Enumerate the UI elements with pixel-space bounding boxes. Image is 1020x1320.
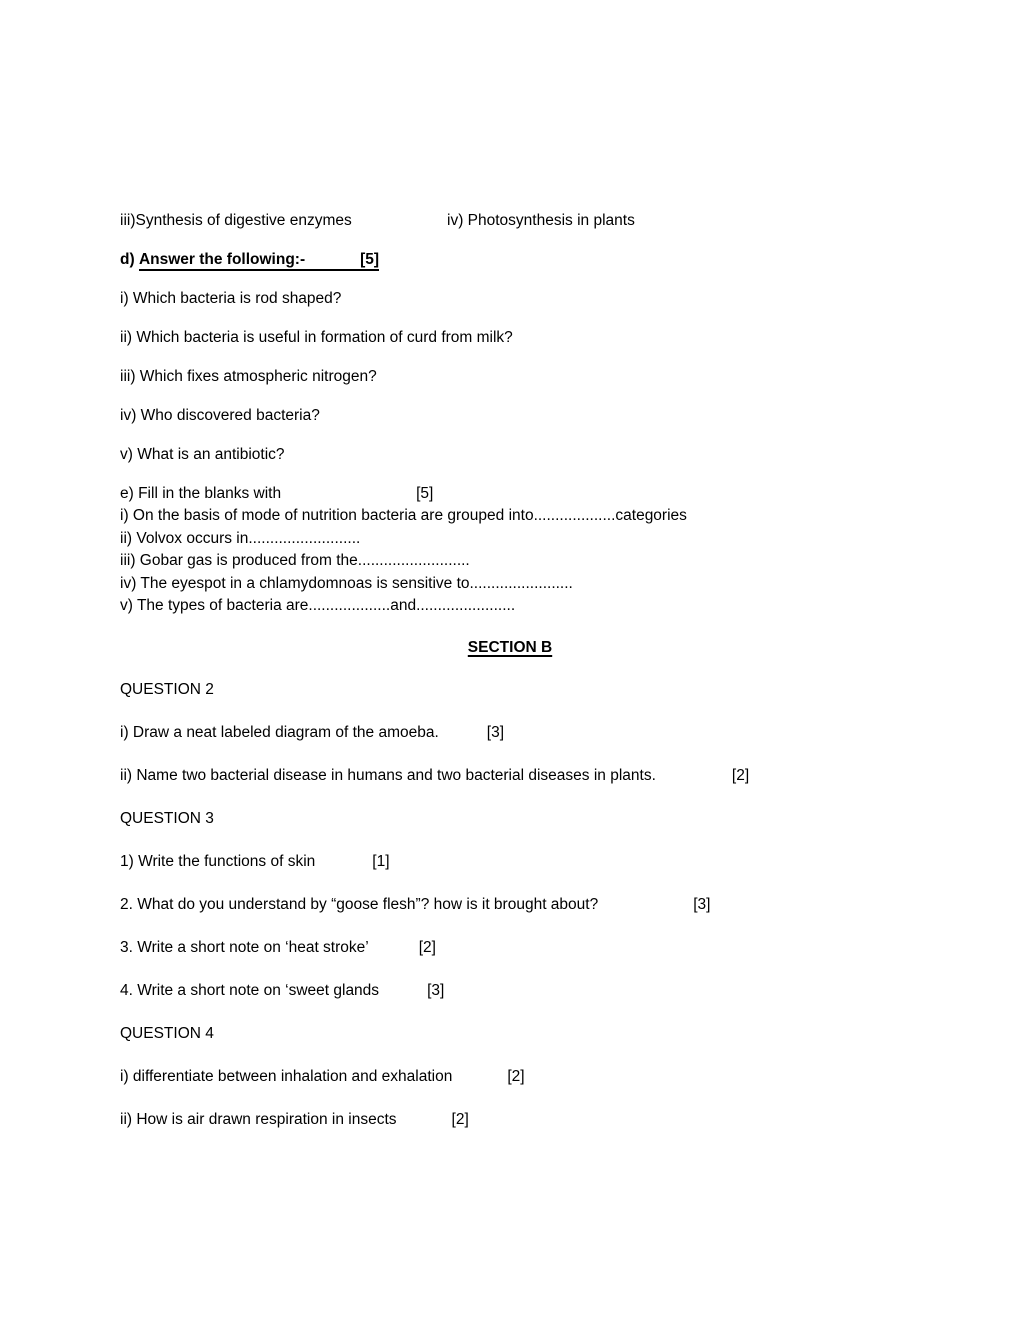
question-text: 1) Write the functions of skin <box>120 853 316 871</box>
d-question-3: iii) Which fixes atmospheric nitrogen? <box>120 368 377 385</box>
section-e-title: e) Fill in the blanks with <box>120 485 282 502</box>
section-b-heading-row <box>0 637 1020 659</box>
marks-badge: [3] <box>693 896 711 914</box>
question-3-heading: QUESTION 3 <box>120 810 214 828</box>
mcq-option-iv: iv) Photosynthesis in plants <box>447 212 635 229</box>
marks-badge: [2] <box>451 1111 469 1129</box>
mcq-options-row <box>120 210 980 232</box>
question-4-heading: QUESTION 4 <box>120 1025 214 1043</box>
section-d-underlined-title <box>139 250 379 271</box>
question-text: ii) How is air drawn respiration in insects <box>120 1111 397 1129</box>
question-text: 2. What do you understand by “goose flesh”? how is it brought about? <box>120 896 599 914</box>
question-2-item-2 <box>120 765 980 787</box>
question-4-item-2 <box>120 1109 980 1131</box>
question-2-heading: QUESTION 2 <box>120 681 214 699</box>
e-blank-5: v) The types of bacteria are...................and....................... <box>120 597 516 615</box>
question-2-item-1 <box>120 722 980 744</box>
section-e-marks: [5] <box>416 485 434 502</box>
question-text: 4. Write a short note on ‘sweet glands <box>120 982 380 1000</box>
e-blank-2: ii) Volvox occurs in.......................... <box>120 529 361 547</box>
section-d-heading <box>120 249 980 271</box>
marks-badge: [3] <box>486 724 505 742</box>
section-e-heading <box>120 483 980 505</box>
d-question-4: iv) Who discovered bacteria? <box>120 407 320 424</box>
marks-badge: [2] <box>418 939 436 957</box>
question-text: i) Draw a neat labeled diagram of the amoeba. <box>120 724 439 742</box>
question-text: i) differentiate between inhalation and exhalation <box>120 1068 453 1086</box>
marks-badge: [1] <box>372 853 390 871</box>
question-4-item-1 <box>120 1066 980 1088</box>
marks-badge: [2] <box>731 767 750 785</box>
marks-badge: [2] <box>507 1068 525 1086</box>
question-3-item-2 <box>120 894 980 916</box>
question-text: ii) Name two bacterial disease in humans and two bacterial diseases in plants. <box>120 767 656 785</box>
d-question-5: v) What is an antibiotic? <box>120 446 285 463</box>
d-question-1: i) Which bacteria is rod shaped? <box>120 290 342 307</box>
section-d-prefix: d) <box>120 251 139 268</box>
d-question-2: ii) Which bacteria is useful in formation of curd from milk? <box>120 329 513 346</box>
question-3-item-4 <box>120 980 980 1002</box>
question-text: 3. Write a short note on ‘heat stroke’ <box>120 939 369 957</box>
section-d-marks: [5] <box>360 251 380 268</box>
section-d-title: Answer the following:- <box>138 251 306 268</box>
question-3-item-3 <box>120 937 980 959</box>
question-3-item-1 <box>120 851 980 873</box>
section-e-block <box>120 483 980 617</box>
e-blank-4: iv) The eyespot in a chlamydomnoas is sensitive to........................ <box>120 574 573 592</box>
marks-badge: [3] <box>427 982 445 1000</box>
e-blank-1: i) On the basis of mode of nutrition bacteria are grouped into...................categories <box>120 507 687 525</box>
mcq-option-iii: iii)Synthesis of digestive enzymes <box>120 212 352 229</box>
section-b-heading: SECTION B <box>467 639 553 657</box>
e-blank-3: iii) Gobar gas is produced from the.......................... <box>120 552 470 570</box>
